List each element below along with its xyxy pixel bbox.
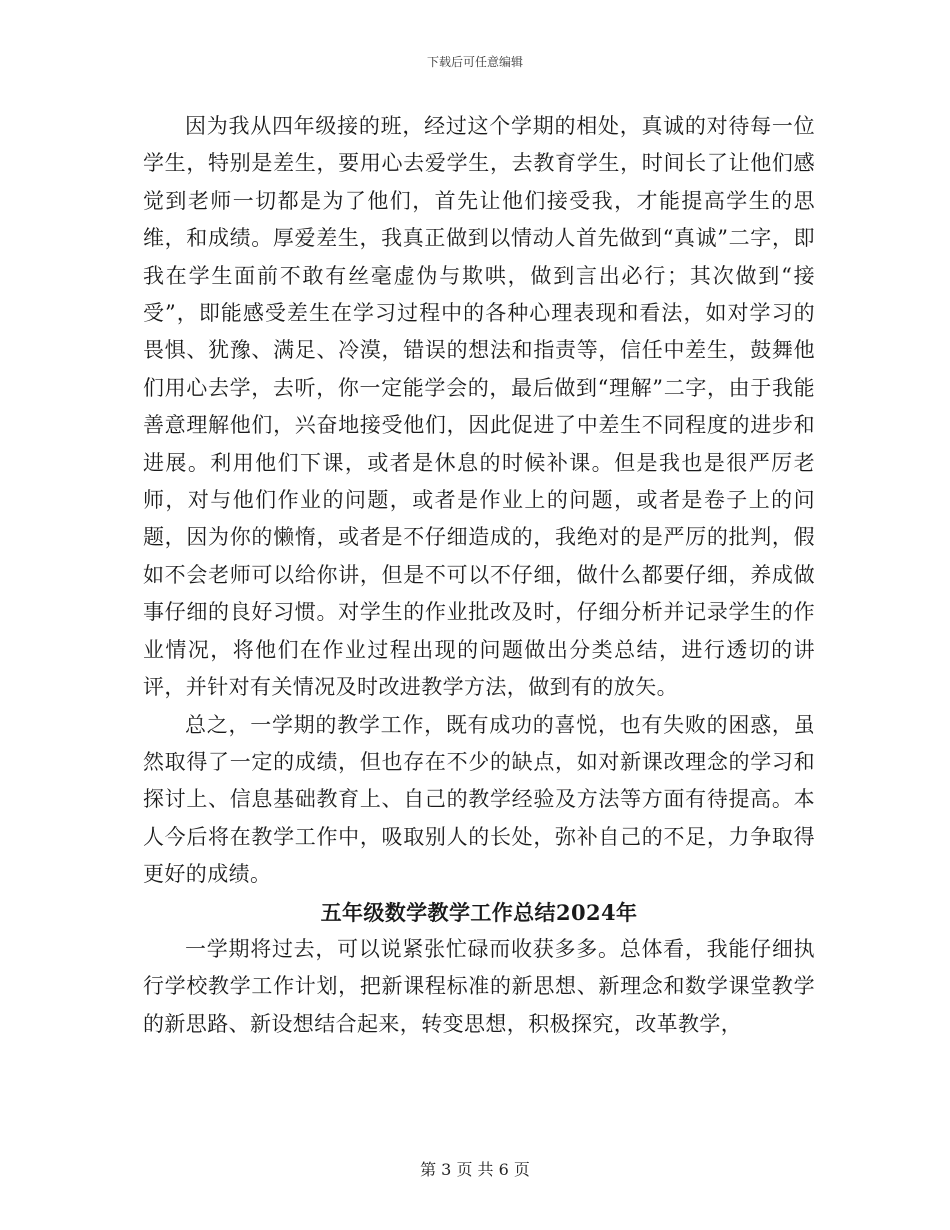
section-title: 五年级数学教学工作总结2024年 (320, 899, 638, 925)
paragraph-3: 一学期将过去，可以说紧张忙碌而收获多多。总体看，我能仔细执行学校教学工作计划，把新课程标准的新思想、新理念和数学课堂教学的新思路、新设想结合起来，转变思想，积极探究，改革教学， (143, 936, 815, 1036)
document-body (143, 108, 815, 1043)
paragraph-2: 总之，一学期的教学工作，既有成功的喜悦，也有失败的困惑，虽然取得了一定的成绩，但也存在不少的缺点，如对新课改理念的学习和探讨上、信息基础教育上、自己的教学经验及方法等方面有待提高。本人今后将在教学工作中，吸取别人的长处，弥补自己的不足，力争取得更好的成绩。 (143, 712, 815, 887)
page-footer: 第 3 页 共 6 页 (420, 1160, 530, 1179)
paragraph-1: 因为我从四年级接的班，经过这个学期的相处，真诚的对待每一位学生，特别是差生，要用心去爱学生，去教育学生，时间长了让他们感觉到老师一切都是为了他们，首先让他们接受我，才能提高学生的思维，和成绩。厚爱差生，我真正做到以情动人首先做到“真诚”二字，即我在学生面前不敢有丝毫虚伪与欺哄，做到言出必行；其次做到“接受”，即能感受差生在学习过程中的各种心理表现和看法，如对学习的畏惧、犹豫、满足、冷漠，错误的想法和指责等，信任中差生，鼓舞他们用心去学，去听，你一定能学会的，最后做到“理解”二字，由于我能善意理解他们，兴奋地接受他们，因此促进了中差生不同程度的进步和进展。利用他们下课，或者是休息的时候补课。但是我也是很严厉老师，对与他们作业的问题，或者是作业上的问题，或者是卷子上的问题，因为你的懒惰，或者是不仔细造成的，我绝对的是严厉的批判，假如不会老师可以给你讲，但是不可以不仔细，做什么都要仔细，养成做事仔细的良好习惯。对学生的作业批改及时，仔细分析并记录学生的作业情况，将他们在作业过程出现的问题做出分类总结，进行透切的讲评，并针对有关情况及时改进教学方法，做到有的放矢。 (143, 114, 815, 700)
page-header: 下载后可任意编辑 (426, 55, 523, 69)
